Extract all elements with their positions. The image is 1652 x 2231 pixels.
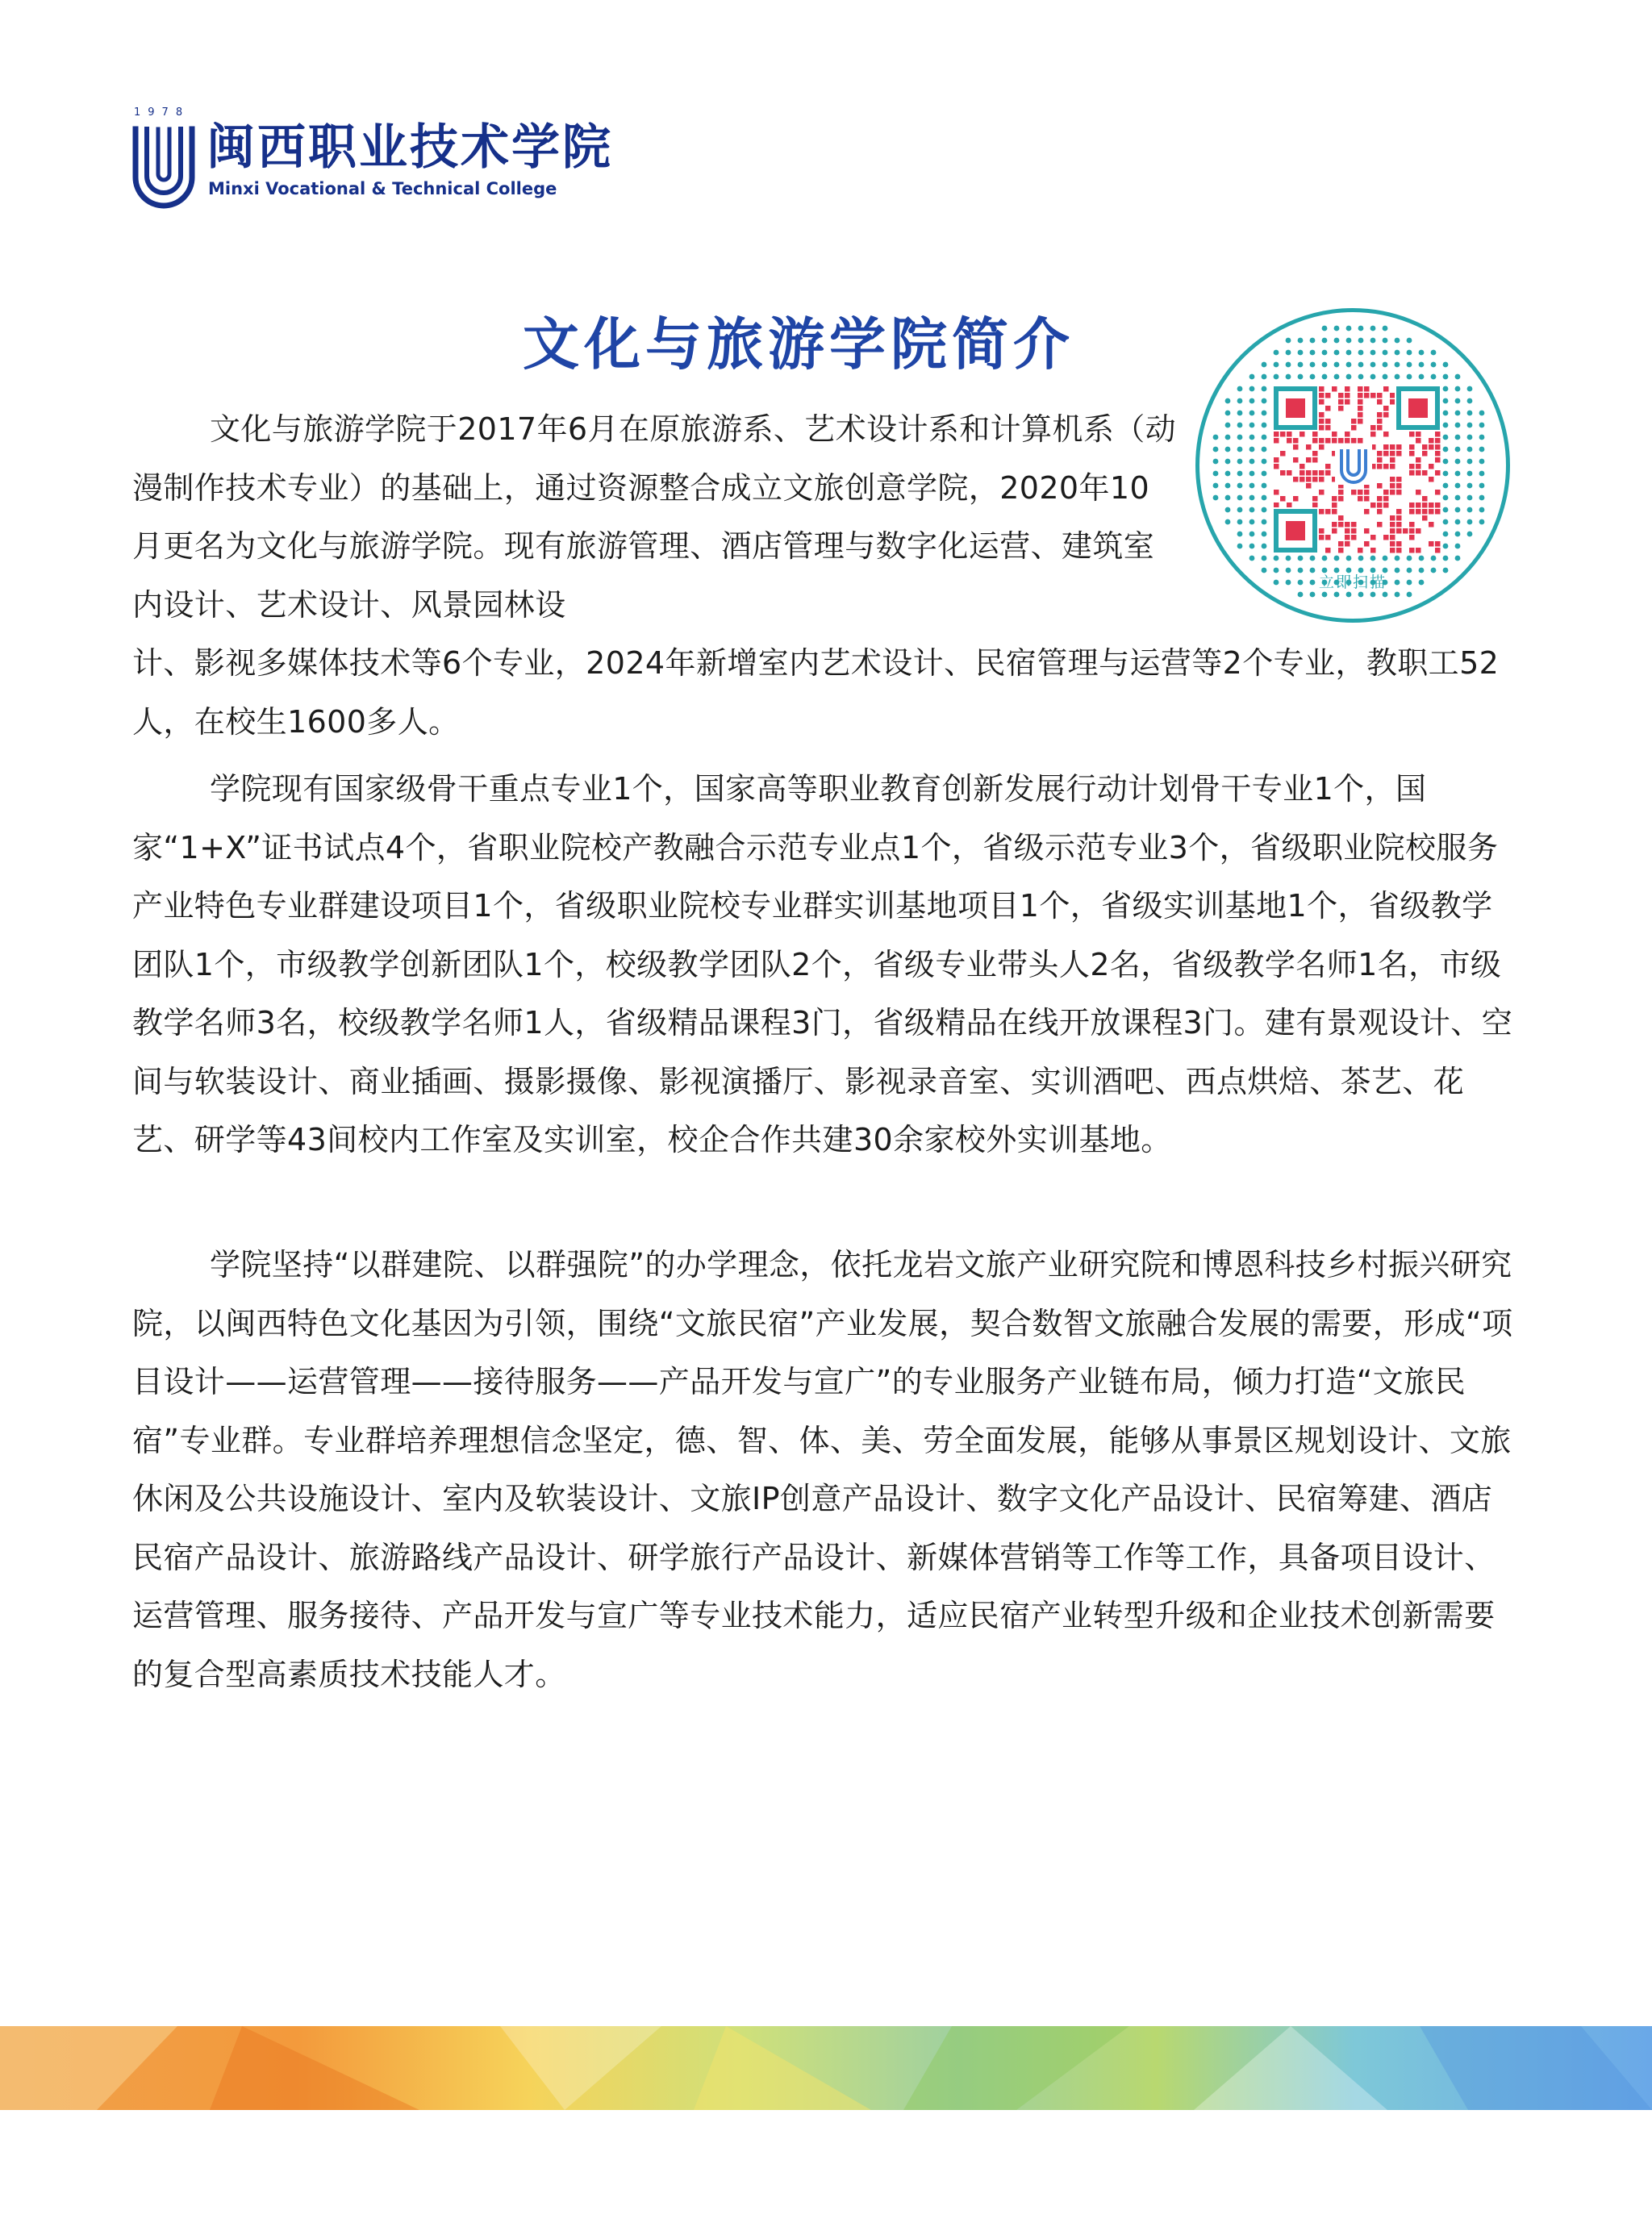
qr-scan-label: 立即扫描	[1318, 573, 1387, 591]
college-logo	[129, 106, 613, 216]
qr-code-card[interactable]	[1195, 308, 1510, 623]
resources-paragraph: 学院现有国家级骨干重点专业1个，国家高等职业教育创新发展行动计划骨干专业1个，国家“1+X”证书试点4个，省职业院校产教融合示范专业点1个，省级示范专业3个，省级职业院校服务产业特色专业群建设项目1个，省级职业院校专业群实训基地项目1个，省级实训基地1个，省级教学团队1个，市级教学创新团队1个，校级教学团队2个，省级专业带头人2名，省级教学名师1名，市级教学名师3名，校级教学名师1人，省级精品课程3门，省级精品在线开放课程3门。建有景观设计、空间与软装设计、商业插画、摄影摄像、影视演播厅、影视录音室、实训酒吧、西点烘焙、茶艺、花艺、研学等43间校内工作室及实训室，校企合作共建30余家校外实训基地。	[132, 771, 1513, 1157]
college-emblem-icon	[129, 121, 198, 211]
intro-paragraph-part1: 文化与旅游学院于2017年6月在原旅游系、艺术设计系和计算机系（动漫制作技术专业）的基础上，通过资源整合成立文旅创意学院，2020年10月更名为文化与旅游学院。现有旅游管理、酒店管理与数字化运营、建筑室内设计、艺术设计、风景园林设	[132, 411, 1177, 623]
philosophy-paragraph: 学院坚持“以群建院、以群强院”的办学理念，依托龙岩文旅产业研究院和博恩科技乡村振兴研究院，以闽西特色文化基因为引领，围绕“文旅民宿”产业发展，契合数智文旅融合发展的需要，形成“项目设计——运营管理——接待服务——产品开发与宣广”的专业服务产业链布局，倾力打造“文旅民宿”专业群。专业群培养理想信念坚定，德、智、体、美、劳全面发展，能够从事景区规划设计、文旅休闲及公共设施设计、室内及软装设计、文旅IP创意产品设计、数字文化产品设计、民宿筹建、酒店民宿产品设计、旅游路线产品设计、研学旅行产品设计、新媒体营销等工作等工作，具备项目设计、运营管理、服务接待、产品开发与宣广等专业技术能力，适应民宿产业转型升级和企业技术创新需要的复合型高素质技术技能人才。	[132, 1247, 1513, 1692]
logo-year: 1978	[134, 106, 190, 119]
college-name-cn: 闽西职业技术学院	[206, 119, 613, 176]
college-name-en: Minxi Vocational & Technical College	[208, 179, 557, 198]
decorative-color-band	[0, 2026, 1652, 2110]
page-title: 文化与旅游学院简介	[523, 311, 1074, 377]
intro-paragraph-part2: 计、影视多媒体技术等6个专业，2024年新增室内艺术设计、民宿管理与运营等2个专业，教职工52人，在校生1600多人。	[132, 645, 1500, 740]
